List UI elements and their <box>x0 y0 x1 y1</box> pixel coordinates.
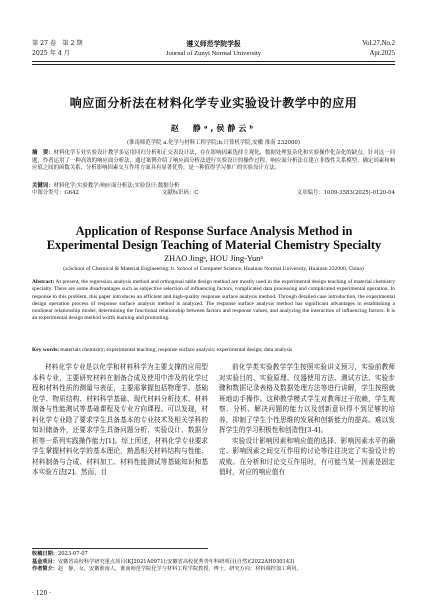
header-rule-thin <box>32 64 395 65</box>
keywords-en-label: Key words: <box>32 347 60 353</box>
abstract-cn-text: 材料化学专业实验设计教学多运用回归分析和正交表设计法，存在影响因素选择主观化、数据处理复杂化和实验操作化杂化的缺点。针对这一问题，作者运用了一种高效的响应面分析法，通过案例介绍了响应面分析法进行实验设计的操作过程。响应面分析法在建立非线性关系模型、确定因素和响应值之间的函数关系、分析影响因素交互作用方面具有显著优势，是一种值得学习推广的实验设计方法。 <box>32 150 395 172</box>
footnote-rule <box>32 548 208 549</box>
article-number: 文章编号：1009-3583(2025)-0120-04 <box>296 190 395 196</box>
abstract-cn <box>32 150 395 173</box>
page-number: · 120 · <box>32 590 52 597</box>
affiliation-cn: (淮南师范学院 a.化学与材料工程学院;b.计算机学院,安徽 淮南 232000) <box>127 140 300 146</box>
classification-row <box>32 190 395 198</box>
keywords-cn-text: 材料化学;实验教学;响应面分析法;实验设计;数据分析 <box>53 183 180 189</box>
header-date-en: Apr.2025 <box>369 50 395 57</box>
footnote-author: 作者简介：赵 静，女，安徽淮南人，淮南师范学院化学与材料工程学院教授，博士，研究方向：材料调控加工利用。 <box>32 566 302 572</box>
abstract-en-label: Abstract: <box>32 279 55 285</box>
footnote-received: 收稿日期：2023-07-07 <box>32 551 88 557</box>
abstract-en <box>32 279 395 323</box>
abstract-en-text: At present, the regression analysis method and orthogonal table design method are mostly used in the experimental design teaching of material chemistry specialty. There are some disadvantages such as subjective selection of influencing factors, complicated data processing and complicated experimental operation. In response to this problem, this paper introduces an efficient and high-quality response surface analysis method. Through detailed case introduction, the experimental design operation process of response surface analysis method is analyzed. The response surface analysis method has significant advantages in establishing a nonlinear relationship model, determining the functional relationship between factors and response values, and analyzing the interaction of influencing factors. It is an experimental design method worth learning and promoting. <box>32 279 395 322</box>
body-left-column <box>32 362 208 544</box>
body-paragraph: 实验设计影响因素和响应值的选择、影响因素水平的确定、影响因素之间交互作用的讨论等往往决定了实验设计的成败。在分析和讨论交互作用时，有可能当某一因素是固定值时，对应的响应值有 <box>219 436 395 477</box>
keywords-en <box>32 347 395 354</box>
header-volume-en: Vol.27,No.2 <box>362 40 395 47</box>
authors-cn: 赵 静ᵃ,侯静云ᵇ <box>170 124 257 133</box>
title-cn: 响应面分析法在材料化学专业实验设计教学中的应用 <box>69 96 358 110</box>
keywords-en-text: materials chemistry; experimental teaching; response surface analysis; experimental design; data analysis <box>59 347 293 353</box>
body-paragraph: 前化学类实验教学学生按照实验讲义预习，实验前教师对实验目的、实验原理、仪器使用方法、测试方法、实验步骤和数据记录表格及数据处理方法等进行讲解，学生按照就班地动手操作。这种教学模式学生对教师过于依赖，学生观察、分析、解决问题的能力以及创新意识得不到足够的培养，抑制了学生个性思维的发展和创新能力的提高。难以发挥学生的学习积极性和创造性[3-4]。 <box>219 363 395 435</box>
body-paragraph: 材料化学专业是以化学和材料科学为主要支撑的应用型本科专业，主要研究材料在制备合成及使用中涉及的化学过程和材料性质的测量与表征，主要需掌握包括物理学、基础化学、物质结构、材料科学基础、现代材料分析技术、材料制备与性能测试等基础课程及专业方向课程。可以发现，材料化学专业除了要求学生具备基本的专业技术及相关学科的知识储备外，还要求学生具备问题分析、实验设计、数据分析等一系列实践操作能力[1]。综上所述，材料化学专业要求学生掌握材料化学的基本理论，熟悉相关材料结构与性能、材料制备与合成、材料加工、材料性能测试等基础知识和基本实验方法[2]。然而，目 <box>32 363 208 477</box>
footnote-fund: 基金项目：安徽省高校科学研究重点项目(KJ2021A0971);安徽省高校优秀青年科研项目(自然)(2022AH030143) <box>32 558 295 565</box>
affiliation-en: (a.School of Chemical & Material Engineering; b. School of Computer Science, Huainan Normal University, Huainan 232000, China) <box>63 266 364 272</box>
header-rule-thick <box>32 61 395 62</box>
header-journal-en: Journal of Zunyi Normal University <box>165 50 262 57</box>
header-journal-cn: 遵义师范学院学报 <box>186 40 241 48</box>
header-volume-cn: 第 27 卷 第 2 期 <box>32 40 83 47</box>
footnotes <box>32 551 395 574</box>
doc-code: 文献标识码：C <box>162 190 199 196</box>
abstract-cn-label: 摘 要： <box>32 150 54 156</box>
body-right-column <box>219 362 395 544</box>
title-en: Application of Response Surface Analysis Method in Experimental Design Teaching of Material Chemistry Specialty <box>46 224 382 252</box>
authors-en: ZHAO Jingᵃ, HOU Jing-Yunᵇ <box>164 254 263 263</box>
header-date-cn: 2025 年 4 月 <box>32 50 70 57</box>
keywords-cn-label: 关键词： <box>32 183 54 189</box>
clc-number: 中图分类号：G642 <box>32 190 79 196</box>
